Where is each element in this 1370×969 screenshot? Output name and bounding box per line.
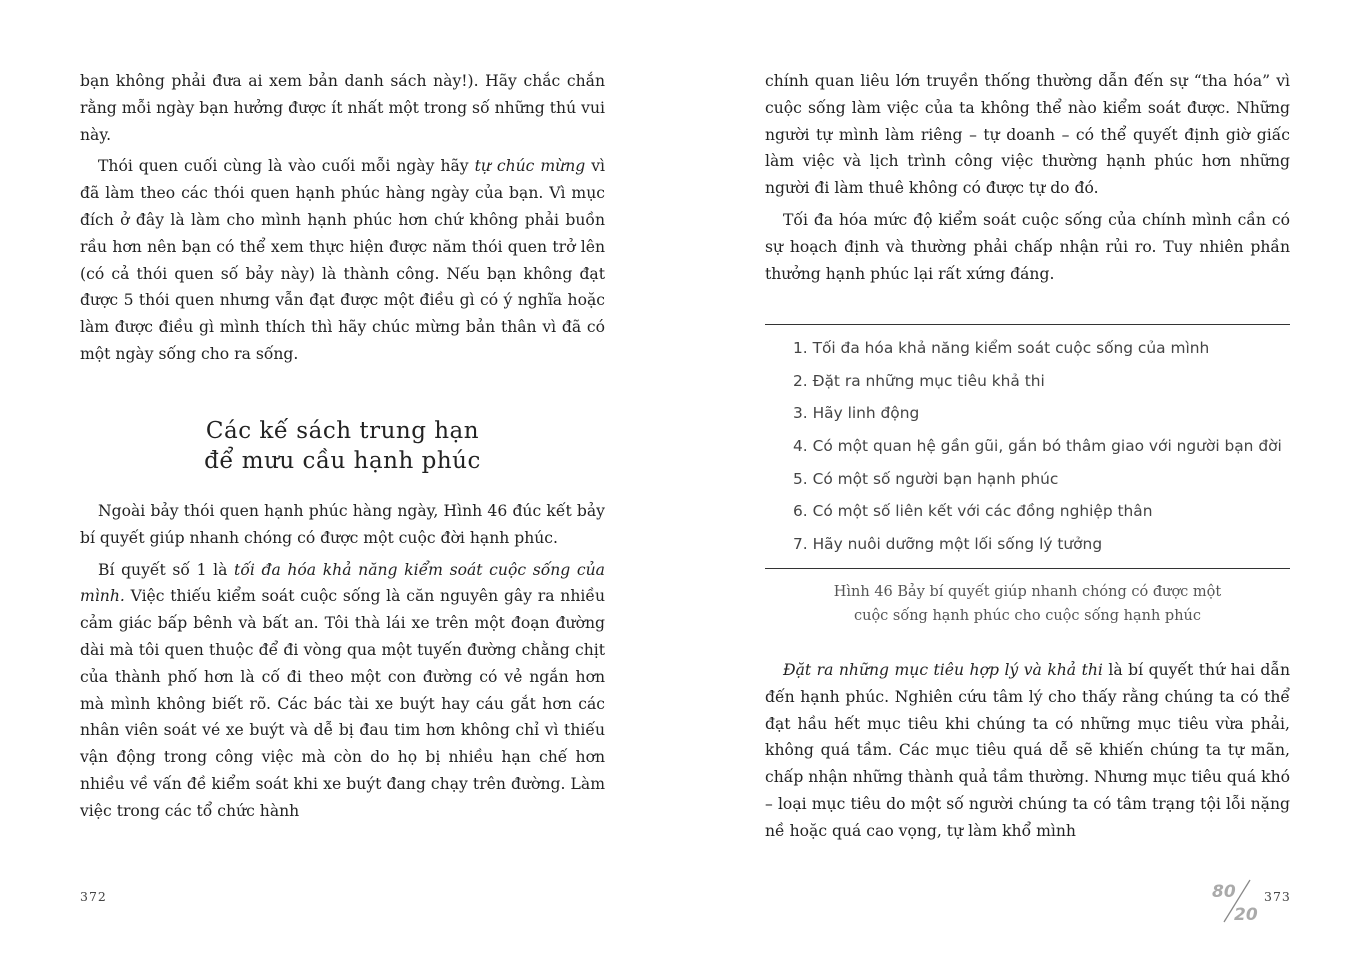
page-number-left: 372 <box>80 889 107 904</box>
figure-list-item: 2. Đặt ra những mục tiêu khả thi <box>793 371 1045 390</box>
left-text-top <box>80 68 605 373</box>
left-paragraph-2-text-a: Thói quen cuối cùng là vào cuối mỗi ngày hãy <box>98 157 475 176</box>
left-page <box>80 0 605 969</box>
logo-bottom-number: 20 <box>1234 905 1258 924</box>
figure-list-item: 7. Hãy nuôi dưỡng một lối sống lý tưởng <box>793 535 1103 554</box>
left-paragraph-4-emphasis: tối đa hóa khả năng kiểm soát cuộc sống của mình. <box>80 560 605 606</box>
right-paragraph-3-text: là bí quyết thứ hai dẫn đến hạnh phúc. Nghiên cứu tâm lý cho thấy rằng chúng ta có thể đạt hầu hết mục tiêu khi chúng ta có những mục tiêu vừa phải, không quá tầm. Các mục tiêu quá dễ sẽ khiến chúng ta tự mãn, chấp nhận những thành quả tầm thường. Nhưng mục tiêu quá khó – loại mục tiêu do một số người chúng ta có tâm trạng tội lỗi nặng nề hoặc quá cao vọng, tự làm khổ mình <box>765 661 1290 840</box>
8020-logo-icon <box>1210 878 1264 924</box>
left-text-bottom <box>80 498 605 830</box>
figure-list-item: 4. Có một quan hệ gần gũi, gắn bó thâm giao với người bạn đời <box>793 437 1282 456</box>
left-paragraph-1: bạn không phải đưa ai xem bản danh sách này!). Hãy chắc chắn rằng mỗi ngày bạn hưởng được ít nhất một trong số những thú vui này. <box>80 72 605 144</box>
right-paragraph-1: chính quan liêu lớn truyền thống thường dẫn đến sự “tha hóa” vì cuộc sống làm việc của ta không thể nào kiểm soát được. Những người tự mình làm riêng – tự doanh – có thể quyết định giờ giấc làm việc và lịch trình công việc thường hạnh phúc hơn những người đi làm thuê không có được tự do đó. <box>765 72 1290 198</box>
left-paragraph-3: Ngoài bảy thói quen hạnh phúc hàng ngày, Hình 46 đúc kết bảy bí quyết giúp nhanh chóng có được một cuộc đời hạnh phúc. <box>80 502 605 547</box>
figure-list-item: 1. Tối đa hóa khả năng kiểm soát cuộc sống của mình <box>793 339 1210 357</box>
left-paragraph-4-text-b: Việc thiếu kiểm soát cuộc sống là căn nguyên gây ra nhiều cảm giác bấp bênh và bất an. Tôi thà lái xe trên một đoạn đường dài mà tôi quen thuộc để đi vòng qua một tuyến đường chằng chịt của thành phố hơn là cố đi theo một con đường có vẻ ngắn hơn mà mình không biết rõ. Các bác tài xe buýt hay cáu gắt hơn các nhân viên soát vé xe buýt và dễ bị đau tim hơn không chỉ vì thiếu vận động trong công việc mà còn do họ bị nhiều hạn chế hơn nhiều về vấn đề kiểm soát khi xe buýt đang chạy trên đường. Làm việc trong các tổ chức hành <box>80 587 605 820</box>
right-paragraph-3-emphasis: Đặt ra những mục tiêu hợp lý và khả thi <box>783 661 1103 679</box>
figure-list-item: 3. Hãy linh động <box>793 404 920 423</box>
right-page <box>765 0 1290 969</box>
figure-caption <box>765 569 1290 628</box>
left-paragraph-2 <box>80 153 605 367</box>
figure-list <box>765 325 1290 568</box>
right-text-bottom <box>765 657 1290 850</box>
left-paragraph-2-text-b: vì đã làm theo các thói quen hạnh phúc hàng ngày của bạn. Vì mục đích ở đây là làm cho mình hạnh phúc hơn chứ không phải buồn rầu hơn nên bạn có thể xem thực hiện được năm thói quen trở lên (có cả thói quen số bảy này) là thành công. Nếu bạn không đạt được 5 thói quen nhưng vẫn đạt được một điều gì có ý nghĩa hoặc làm được điều gì mình thích thì hãy chúc mừng bản thân vì đã có một ngày sống cho ra sống. <box>80 157 605 363</box>
figure-caption-line-2: cuộc sống hạnh phúc cho cuộc sống hạnh phúc <box>853 607 1202 624</box>
figure-list-item: 5. Có một số người bạn hạnh phúc <box>793 469 1059 488</box>
figure-46 <box>765 324 1290 628</box>
right-paragraph-3 <box>765 657 1290 845</box>
right-text-top <box>765 68 1290 292</box>
left-paragraph-4 <box>80 557 605 825</box>
logo-top-number: 80 <box>1212 882 1236 902</box>
left-paragraph-4-text-a: Bí quyết số 1 là <box>98 560 235 579</box>
section-heading-line-1: Các kế sách trung hạn <box>205 418 480 444</box>
figure-caption-line-1: Hình 46 Bảy bí quyết giúp nhanh chóng có được một <box>833 583 1222 600</box>
section-heading <box>80 416 605 476</box>
right-paragraph-2: Tối đa hóa mức độ kiểm soát cuộc sống của chính mình cần có sự hoạch định và thường phải chấp nhận rủi ro. Tuy nhiên phần thưởng hạnh phúc lại rất xứng đáng. <box>765 210 1290 283</box>
section-heading-line-2: để mưu cầu hạnh phúc <box>204 448 481 474</box>
page-number-right: 373 <box>1264 889 1291 904</box>
left-paragraph-2-emphasis: tự chúc mừng <box>474 157 586 176</box>
figure-list-item: 6. Có một số liên kết với các đồng nghiệp thân <box>793 502 1153 521</box>
